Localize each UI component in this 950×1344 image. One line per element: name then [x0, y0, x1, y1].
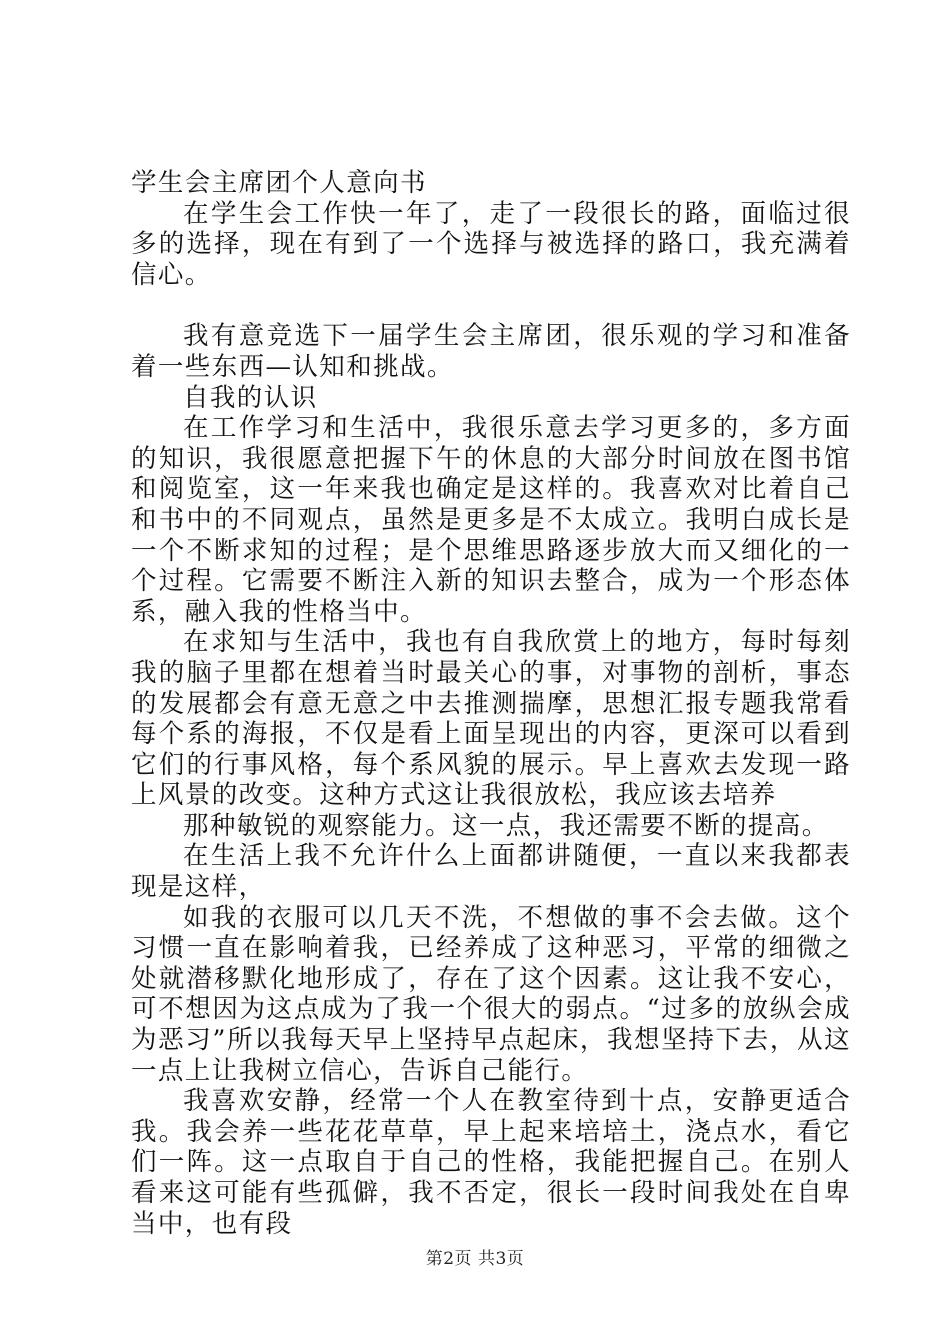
- paragraph-observation-continued: 那种敏锐的观察能力。这一点，我还需要不断的提高。: [183, 810, 829, 841]
- section-heading-self-awareness: 自我的认识: [183, 382, 318, 413]
- paragraph-learning: 在工作学习和生活中，我很乐意去学习更多的，多方面的知识，我很愿意把握下午的休息的大部分时间放在图书馆和阅览室，这一年来我也确定是这样的。我喜欢对比着自己和书中的不同观点，虽然是更多是不太成立。我明白成长是一个不断求知的过程；是个思维思路逐步放大而又细化的一个过程。它需要不断注入新的知识去整合，成为一个形态体系，融入我的性格当中。: [131, 413, 851, 627]
- document-title: 学生会主席团个人意向书: [131, 168, 427, 198]
- paragraph-observation: 在求知与生活中，我也有自我欣赏上的地方，每时每刻我的脑子里都在想着当时最关心的事，对事物的剖析，事态的发展都会有意无意之中去推测揣摩，思想汇报专题我常看每个系的海报，不仅是看上面呈现出的内容，更深可以看到它们的行事风格，每个系风貌的展示。早上喜欢去发现一路上风景的改变。这种方式这让我很放松，我应该去培养: [131, 627, 851, 811]
- paragraph-life-habits: 在生活上我不允许什么上面都讲随便，一直以来我都表现是这样，: [131, 841, 851, 903]
- paragraph-quiet-nature: 我喜欢安静，经常一个人在教室待到十点，安静更适合我。我会养一些花花草草，早上起来培培土，浇点水，看它们一阵。这一点取自于自己的性格，我能把握自己。在别人看来这可能有些孤僻，我不否定，很长一段时间我处在自卑当中，也有段: [131, 1086, 851, 1239]
- paragraph-bad-habits: 如我的衣服可以几天不洗，不想做的事不会去做。这个习惯一直在影响着我，已经养成了这种恶习，平常的细微之处就潜移默化地形成了，存在了这个因素。这让我不安心，可不想因为这点成为了我一个很大的弱点。“过多的放纵会成为恶习”所以我每天早上坚持早点起床，我想坚持下去，从这一点上让我树立信心，告诉自己能行。: [131, 902, 851, 1086]
- paragraph-candidacy: 我有意竞选下一届学生会主席团，很乐观的学习和准备着一些东西—认知和挑战。: [131, 321, 851, 382]
- paragraph-intro: 在学生会工作快一年了，走了一段很长的路，面临过很多的选择，现在有到了一个选择与被选择的路口，我充满着信心。: [131, 198, 851, 290]
- paragraph-spacer: [131, 290, 851, 321]
- document-body: [131, 168, 851, 1239]
- page-number-footer: 第2页 共3页: [425, 1249, 525, 1269]
